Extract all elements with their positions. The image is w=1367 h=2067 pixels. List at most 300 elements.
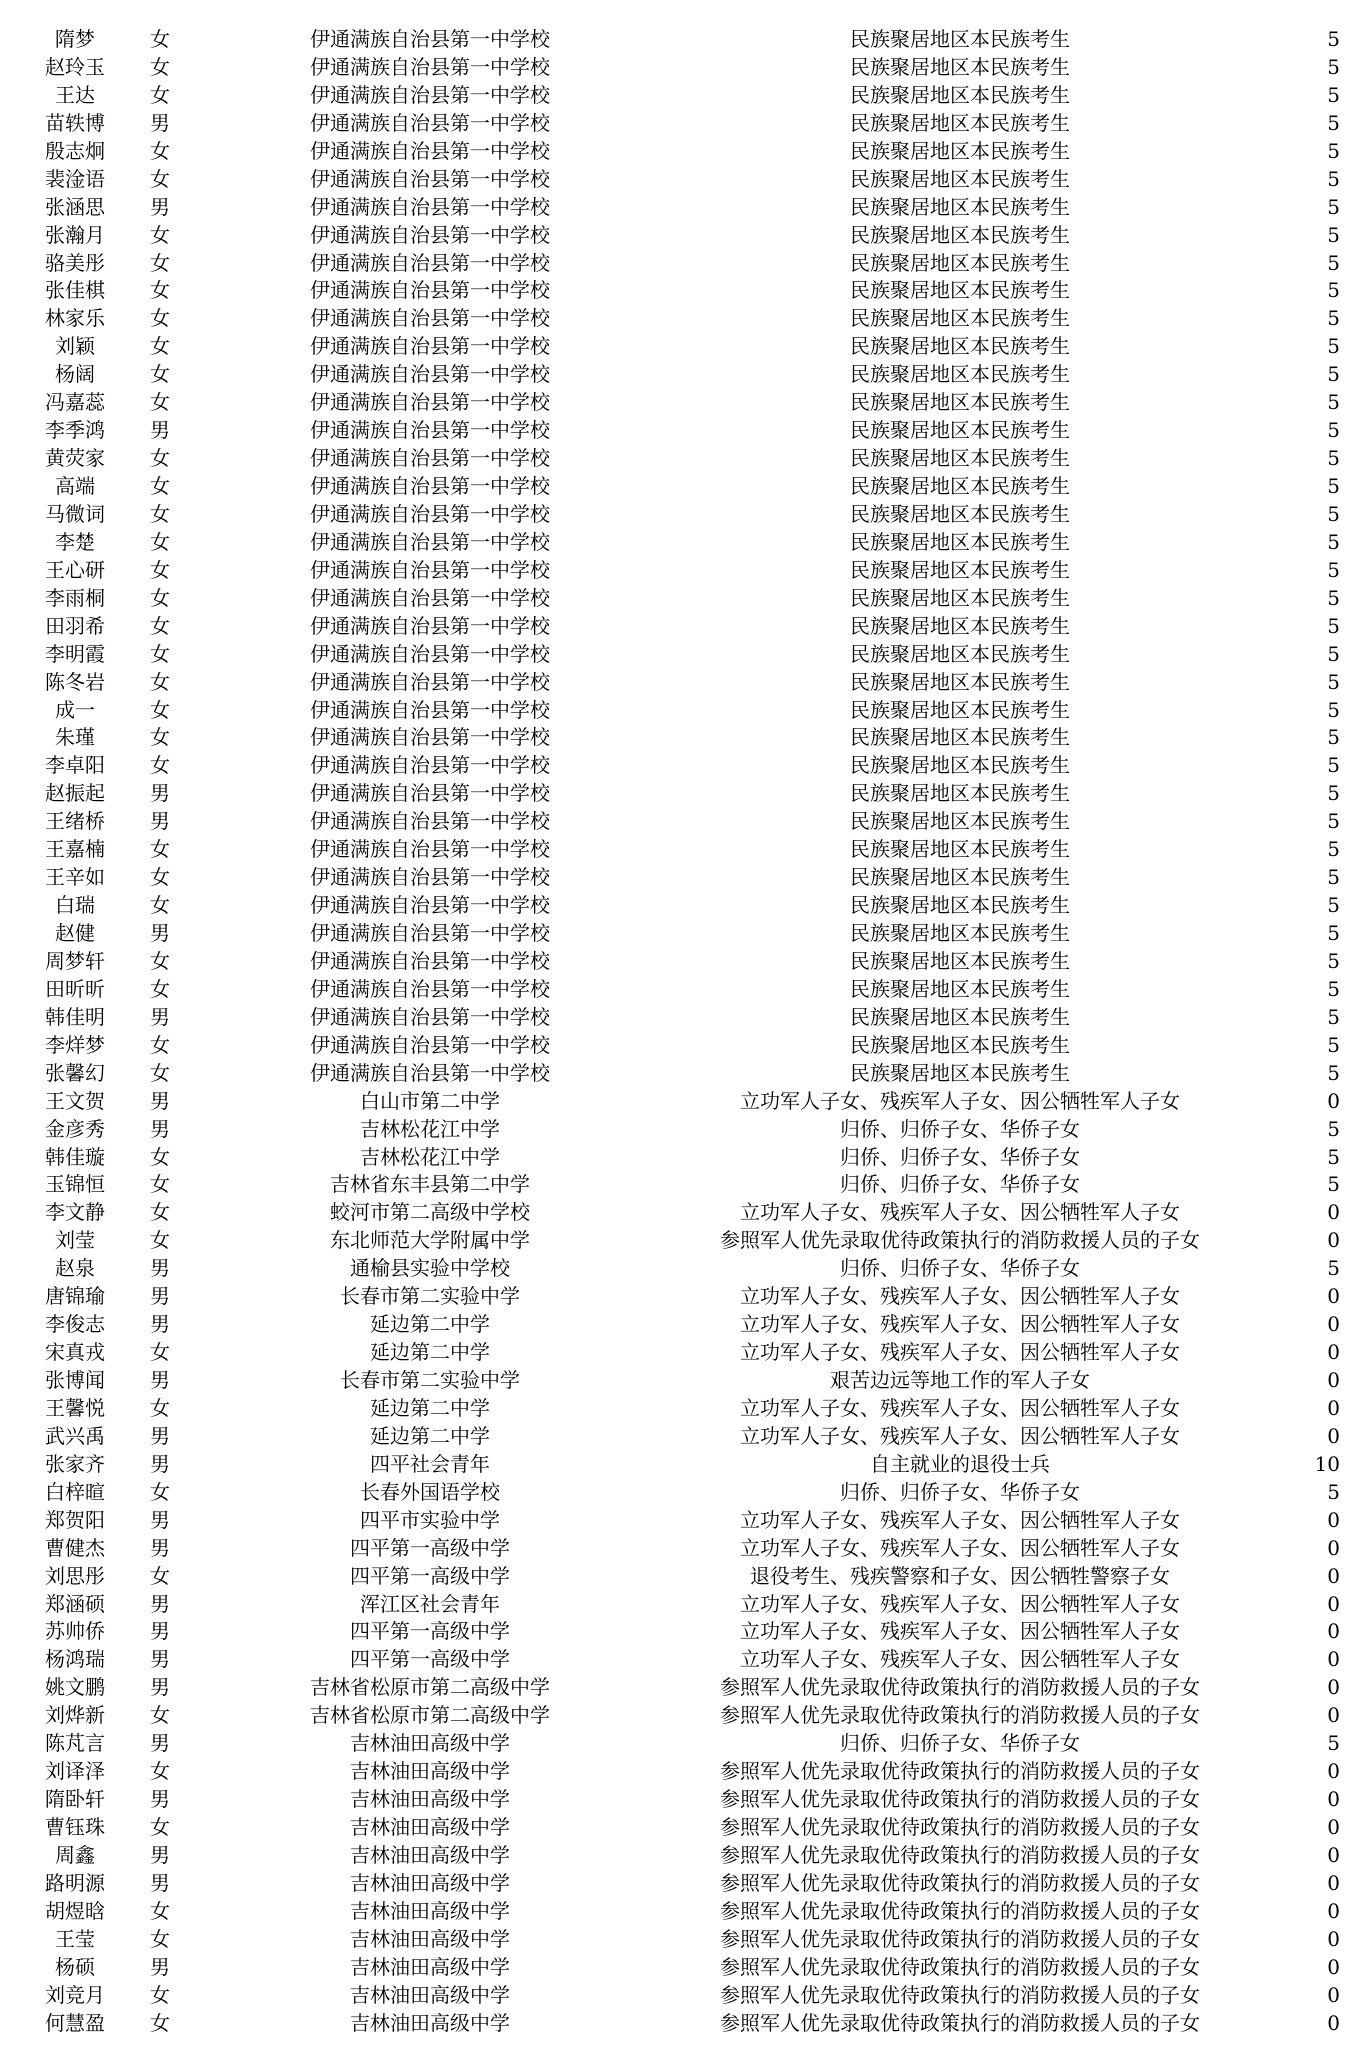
bonus-points: 0: [1327, 1787, 1340, 1812]
bonus-category: 参照军人优先录取优待政策执行的消防救援人员的子女: [720, 1703, 1200, 1728]
table-row: [0, 1674, 1367, 1702]
bonus-points: 0: [1327, 1675, 1340, 1700]
school-name: 延边第二中学: [370, 1423, 490, 1448]
bonus-points: 5: [1327, 809, 1340, 834]
school-name: 伊通满族自治县第一中学校: [310, 697, 550, 722]
school-name: 伊通满族自治县第一中学校: [310, 613, 550, 638]
bonus-points: 5: [1327, 334, 1340, 359]
table-row: [0, 26, 1367, 54]
table-row: [0, 82, 1367, 110]
bonus-points: 5: [1327, 446, 1340, 471]
table-row: [0, 1814, 1367, 1842]
bonus-category: 参照军人优先录取优待政策执行的消防救援人员的子女: [720, 1815, 1200, 1839]
student-name: 刘颖: [55, 334, 95, 359]
student-name: 李季鸿: [45, 418, 105, 443]
school-name: 伊通满族自治县第一中学校: [310, 1032, 550, 1057]
bonus-points: 0: [1327, 1759, 1340, 1784]
bonus-category: 参照军人优先录取优待政策执行的消防救援人员的子女: [720, 1926, 1200, 1951]
table-row: [0, 222, 1367, 250]
gender: 男: [150, 110, 170, 135]
bonus-category: 民族聚居地区本民族考生: [850, 54, 1070, 79]
bonus-points: 5: [1327, 921, 1340, 945]
bonus-category: 民族聚居地区本民族考生: [850, 641, 1070, 666]
student-name: 冯嘉蕊: [45, 390, 105, 415]
student-name: 殷志炯: [45, 138, 105, 163]
gender: 女: [150, 948, 170, 973]
table-row: [0, 1926, 1367, 1954]
student-name: 刘烨新: [45, 1703, 105, 1728]
table-row: [0, 305, 1367, 333]
gender: 男: [150, 1116, 170, 1141]
bonus-category: 归侨、归侨子女、华侨子女: [840, 1172, 1080, 1197]
table-row: [0, 138, 1367, 166]
table-row: [0, 864, 1367, 892]
bonus-points: 5: [1327, 54, 1340, 79]
table-row: [0, 1758, 1367, 1786]
student-name: 王绪桥: [45, 809, 105, 834]
table-row: [0, 1618, 1367, 1646]
bonus-points: 5: [1327, 557, 1340, 582]
bonus-points: 0: [1327, 1284, 1340, 1309]
bonus-category: 民族聚居地区本民族考生: [850, 669, 1070, 694]
bonus-category: 民族聚居地区本民族考生: [850, 250, 1070, 275]
bonus-points: 0: [1327, 1535, 1340, 1560]
gender: 男: [150, 1423, 170, 1448]
student-name: 白梓暄: [45, 1479, 105, 1504]
student-name: 刘竞月: [45, 1982, 105, 2007]
table-row: [0, 1954, 1367, 1982]
gender: 男: [150, 1088, 170, 1113]
student-name: 骆美彤: [45, 250, 105, 275]
bonus-points: 0: [1327, 1228, 1340, 1253]
table-row: [0, 1088, 1367, 1116]
bonus-points: 5: [1327, 138, 1340, 163]
school-name: 伊通满族自治县第一中学校: [310, 921, 550, 945]
gender: 男: [150, 1451, 170, 1476]
school-name: 伊通满族自治县第一中学校: [310, 753, 550, 778]
school-name: 伊通满族自治县第一中学校: [310, 781, 550, 806]
student-name: 张涵思: [45, 194, 105, 219]
bonus-category: 自主就业的退役士兵: [870, 1451, 1050, 1476]
bonus-points: 5: [1327, 529, 1340, 554]
bonus-category: 立功军人子女、残疾军人子女、因公牺牲军人子女: [740, 1200, 1180, 1225]
gender: 女: [150, 1563, 170, 1588]
school-name: 长春市第二实验中学: [340, 1368, 520, 1392]
bonus-points: 5: [1327, 1032, 1340, 1057]
gender: 女: [150, 1340, 170, 1365]
bonus-category: 立功军人子女、残疾军人子女、因公牺牲军人子女: [740, 1340, 1180, 1365]
bonus-category: 民族聚居地区本民族考生: [850, 865, 1070, 890]
gender: 女: [150, 54, 170, 79]
school-name: 浑江区社会青年: [360, 1591, 500, 1616]
bonus-category: 归侨、归侨子女、华侨子女: [840, 1256, 1080, 1281]
bonus-points: 5: [1327, 1004, 1340, 1029]
table-row: [0, 669, 1367, 697]
bonus-category: 民族聚居地区本民族考生: [850, 1060, 1070, 1085]
student-name: 成一: [55, 697, 95, 722]
table-row: [0, 1591, 1367, 1619]
bonus-category: 立功军人子女、残疾军人子女、因公牺牲军人子女: [740, 1591, 1180, 1616]
bonus-points: 0: [1327, 1088, 1340, 1113]
school-name: 吉林省东丰县第二中学: [330, 1172, 530, 1197]
table-row: [0, 333, 1367, 361]
school-name: 伊通满族自治县第一中学校: [310, 1004, 550, 1029]
bonus-points: 0: [1327, 1954, 1340, 1979]
bonus-points: 5: [1327, 1144, 1340, 1169]
table-row: [0, 250, 1367, 278]
school-name: 伊通满族自治县第一中学校: [310, 809, 550, 834]
bonus-category: 民族聚居地区本民族考生: [850, 446, 1070, 471]
student-name: 高端: [55, 474, 95, 498]
table-row: [0, 1283, 1367, 1311]
gender: 女: [150, 1898, 170, 1923]
school-name: 吉林油田高级中学: [350, 1954, 510, 1979]
school-name: 伊通满族自治县第一中学校: [310, 557, 550, 582]
school-name: 伊通满族自治县第一中学校: [310, 278, 550, 303]
school-name: 吉林油田高级中学: [350, 1898, 510, 1923]
school-name: 延边第二中学: [370, 1340, 490, 1365]
bonus-category: 民族聚居地区本民族考生: [850, 557, 1070, 582]
bonus-category: 民族聚居地区本民族考生: [850, 697, 1070, 722]
gender: 女: [150, 27, 170, 51]
gender: 女: [150, 250, 170, 275]
student-name: 金彦秀: [45, 1116, 105, 1141]
student-name: 李文静: [45, 1200, 105, 1225]
school-name: 四平第一高级中学: [350, 1563, 510, 1588]
school-name: 延边第二中学: [370, 1312, 490, 1337]
student-name: 曹健杰: [45, 1535, 105, 1560]
school-name: 伊通满族自治县第一中学校: [310, 529, 550, 554]
bonus-points: 0: [1327, 1982, 1340, 2007]
table-row: [0, 1116, 1367, 1144]
bonus-category: 民族聚居地区本民族考生: [850, 474, 1070, 498]
student-name: 韩佳明: [45, 1004, 105, 1029]
bonus-points: 5: [1327, 781, 1340, 806]
gender: 男: [150, 809, 170, 834]
bonus-points: 5: [1327, 613, 1340, 638]
table-row: [0, 361, 1367, 389]
gender: 男: [150, 1256, 170, 1281]
gender: 女: [150, 697, 170, 722]
gender: 女: [150, 753, 170, 778]
student-name: 郑贺阳: [45, 1507, 105, 1532]
gender: 男: [150, 1870, 170, 1895]
bonus-points: 0: [1327, 1563, 1340, 1588]
table-row: [0, 1367, 1367, 1395]
school-name: 伊通满族自治县第一中学校: [310, 474, 550, 498]
bonus-category: 民族聚居地区本民族考生: [850, 1004, 1070, 1029]
table-row: [0, 1171, 1367, 1199]
bonus-points: 0: [1327, 1703, 1340, 1728]
student-name: 杨硕: [55, 1954, 95, 1979]
school-name: 吉林油田高级中学: [350, 1815, 510, 1839]
gender: 女: [150, 1703, 170, 1728]
student-name: 周梦轩: [45, 948, 105, 973]
school-name: 延边第二中学: [370, 1395, 490, 1420]
school-name: 伊通满族自治县第一中学校: [310, 222, 550, 247]
gender: 男: [150, 1731, 170, 1756]
bonus-points: 5: [1327, 110, 1340, 135]
table-row: [0, 1339, 1367, 1367]
school-name: 四平第一高级中学: [350, 1619, 510, 1644]
student-name: 林家乐: [45, 306, 105, 331]
bonus-category: 立功军人子女、残疾军人子女、因公牺牲军人子女: [740, 1284, 1180, 1309]
bonus-category: 归侨、归侨子女、华侨子女: [840, 1731, 1080, 1756]
table-row: [0, 780, 1367, 808]
school-name: 四平第一高级中学: [350, 1647, 510, 1672]
school-name: 伊通满族自治县第一中学校: [310, 976, 550, 1001]
table-row: [0, 585, 1367, 613]
student-name: 陈冬岩: [45, 669, 105, 694]
bonus-points-table: [0, 26, 1367, 2038]
school-name: 四平第一高级中学: [350, 1535, 510, 1560]
table-row: [0, 1004, 1367, 1032]
gender: 女: [150, 82, 170, 107]
table-row: [0, 501, 1367, 529]
gender: 女: [150, 390, 170, 415]
gender: 女: [150, 893, 170, 918]
table-row: [0, 697, 1367, 725]
table-row: [0, 54, 1367, 82]
student-name: 周鑫: [55, 1842, 95, 1867]
bonus-category: 民族聚居地区本民族考生: [850, 390, 1070, 415]
school-name: 伊通满族自治县第一中学校: [310, 585, 550, 610]
bonus-points: 5: [1327, 222, 1340, 247]
student-name: 郑涵硕: [45, 1591, 105, 1616]
bonus-points: 0: [1327, 1423, 1340, 1448]
school-name: 伊通满族自治县第一中学校: [310, 54, 550, 79]
bonus-category: 归侨、归侨子女、华侨子女: [840, 1116, 1080, 1141]
table-row: [0, 976, 1367, 1004]
school-name: 伊通满族自治县第一中学校: [310, 27, 550, 51]
school-name: 长春市第二实验中学: [340, 1284, 520, 1309]
bonus-category: 民族聚居地区本民族考生: [850, 166, 1070, 191]
table-row: [0, 1144, 1367, 1172]
gender: 女: [150, 529, 170, 554]
bonus-points: 5: [1327, 1060, 1340, 1085]
table-row: [0, 1311, 1367, 1339]
table-row: [0, 1479, 1367, 1507]
gender: 女: [150, 585, 170, 610]
student-name: 裴淦语: [45, 166, 105, 191]
student-name: 陈芃言: [45, 1731, 105, 1756]
gender: 女: [150, 278, 170, 303]
table-row: [0, 641, 1367, 669]
school-name: 伊通满族自治县第一中学校: [310, 1060, 550, 1085]
student-name: 张瀚月: [45, 222, 105, 247]
student-name: 隋卧轩: [45, 1787, 105, 1812]
bonus-category: 民族聚居地区本民族考生: [850, 976, 1070, 1001]
bonus-category: 民族聚居地区本民族考生: [850, 138, 1070, 163]
bonus-category: 参照军人优先录取优待政策执行的消防救援人员的子女: [720, 1787, 1200, 1812]
school-name: 伊通满族自治县第一中学校: [310, 446, 550, 471]
bonus-category: 立功军人子女、残疾军人子女、因公牺牲军人子女: [740, 1312, 1180, 1337]
bonus-points: 0: [1327, 1591, 1340, 1616]
gender: 男: [150, 1004, 170, 1029]
table-row: [0, 277, 1367, 305]
student-name: 马微词: [45, 501, 105, 526]
table-row: [0, 836, 1367, 864]
bonus-points: 5: [1327, 865, 1340, 890]
school-name: 伊通满族自治县第一中学校: [310, 669, 550, 694]
school-name: 四平社会青年: [370, 1451, 490, 1476]
gender: 女: [150, 557, 170, 582]
bonus-category: 立功军人子女、残疾军人子女、因公牺牲军人子女: [740, 1647, 1180, 1672]
gender: 女: [150, 1395, 170, 1420]
bonus-category: 民族聚居地区本民族考生: [850, 501, 1070, 526]
school-name: 伊通满族自治县第一中学校: [310, 725, 550, 750]
bonus-category: 艰苦边远等地工作的军人子女: [830, 1368, 1090, 1392]
gender: 女: [150, 2010, 170, 2035]
bonus-points: 5: [1327, 166, 1340, 191]
table-row: [0, 1563, 1367, 1591]
school-name: 伊通满族自治县第一中学校: [310, 306, 550, 331]
bonus-category: 民族聚居地区本民族考生: [850, 893, 1070, 918]
school-name: 伊通满族自治县第一中学校: [310, 138, 550, 163]
school-name: 伊通满族自治县第一中学校: [310, 82, 550, 107]
school-name: 四平市实验中学: [360, 1507, 500, 1532]
school-name: 吉林松花江中学: [360, 1144, 500, 1169]
student-name: 杨鸿瑞: [45, 1647, 105, 1672]
gender: 女: [150, 837, 170, 862]
bonus-category: 参照军人优先录取优待政策执行的消防救援人员的子女: [720, 1842, 1200, 1867]
student-name: 韩佳璇: [45, 1144, 105, 1169]
bonus-points: 0: [1327, 2010, 1340, 2035]
student-name: 苏帅侨: [45, 1619, 105, 1644]
student-name: 赵振起: [45, 781, 105, 806]
bonus-category: 参照军人优先录取优待政策执行的消防救援人员的子女: [720, 1759, 1200, 1784]
bonus-category: 民族聚居地区本民族考生: [850, 921, 1070, 945]
school-name: 伊通满族自治县第一中学校: [310, 362, 550, 387]
gender: 男: [150, 921, 170, 945]
bonus-category: 立功军人子女、残疾军人子女、因公牺牲军人子女: [740, 1423, 1180, 1448]
school-name: 伊通满族自治县第一中学校: [310, 194, 550, 219]
bonus-points: 0: [1327, 1619, 1340, 1644]
gender: 男: [150, 1647, 170, 1672]
bonus-points: 5: [1327, 697, 1340, 722]
bonus-category: 民族聚居地区本民族考生: [850, 753, 1070, 778]
bonus-points: 0: [1327, 1340, 1340, 1365]
student-name: 张家齐: [45, 1451, 105, 1476]
student-name: 隋梦: [55, 27, 95, 51]
bonus-points: 0: [1327, 1842, 1340, 1867]
bonus-points: 0: [1327, 1815, 1340, 1839]
bonus-category: 参照军人优先录取优待政策执行的消防救援人员的子女: [720, 1870, 1200, 1895]
bonus-points: 5: [1327, 418, 1340, 443]
table-row: [0, 1982, 1367, 2010]
gender: 男: [150, 1619, 170, 1644]
gender: 男: [150, 1535, 170, 1560]
bonus-category: 民族聚居地区本民族考生: [850, 809, 1070, 834]
student-name: 朱瑾: [55, 725, 95, 750]
bonus-points: 5: [1327, 250, 1340, 275]
gender: 女: [150, 669, 170, 694]
bonus-category: 民族聚居地区本民族考生: [850, 27, 1070, 51]
bonus-category: 参照军人优先录取优待政策执行的消防救援人员的子女: [720, 1982, 1200, 2007]
student-name: 王馨悦: [45, 1395, 105, 1420]
table-row: [0, 1842, 1367, 1870]
student-name: 玉锦恒: [45, 1172, 105, 1197]
gender: 女: [150, 334, 170, 359]
gender: 男: [150, 418, 170, 443]
table-row: [0, 613, 1367, 641]
bonus-points: 5: [1327, 82, 1340, 107]
bonus-points: 0: [1327, 1898, 1340, 1923]
table-row: [0, 1786, 1367, 1814]
student-name: 李楚: [55, 529, 95, 554]
school-name: 蛟河市第二高级中学校: [330, 1200, 530, 1225]
table-row: [0, 194, 1367, 222]
bonus-points: 5: [1327, 390, 1340, 415]
gender: 女: [150, 1032, 170, 1057]
student-name: 王心研: [45, 557, 105, 582]
bonus-points: 5: [1327, 27, 1340, 51]
gender: 男: [150, 1312, 170, 1337]
gender: 女: [150, 1144, 170, 1169]
student-name: 苗轶博: [45, 110, 105, 135]
school-name: 伊通满族自治县第一中学校: [310, 390, 550, 415]
student-name: 李卓阳: [45, 753, 105, 778]
bonus-category: 参照军人优先录取优待政策执行的消防救援人员的子女: [720, 1954, 1200, 1979]
school-name: 伊通满族自治县第一中学校: [310, 948, 550, 973]
gender: 女: [150, 865, 170, 890]
bonus-points: 0: [1327, 1312, 1340, 1337]
student-name: 刘思彤: [45, 1563, 105, 1588]
bonus-category: 民族聚居地区本民族考生: [850, 948, 1070, 973]
gender: 女: [150, 1060, 170, 1085]
school-name: 伊通满族自治县第一中学校: [310, 334, 550, 359]
school-name: 伊通满族自治县第一中学校: [310, 641, 550, 666]
table-row: [0, 1730, 1367, 1758]
school-name: 吉林油田高级中学: [350, 1926, 510, 1951]
table-row: [0, 1702, 1367, 1730]
bonus-points: 5: [1327, 1116, 1340, 1141]
bonus-points: 5: [1327, 585, 1340, 610]
bonus-points: 5: [1327, 306, 1340, 331]
gender: 女: [150, 641, 170, 666]
table-row: [0, 948, 1367, 976]
table-row: [0, 1255, 1367, 1283]
student-name: 赵泉: [55, 1256, 95, 1281]
bonus-points: 5: [1327, 474, 1340, 498]
school-name: 伊通满族自治县第一中学校: [310, 250, 550, 275]
bonus-points: 10: [1314, 1451, 1340, 1476]
bonus-category: 归侨、归侨子女、华侨子女: [840, 1479, 1080, 1504]
table-row: [0, 529, 1367, 557]
gender: 女: [150, 362, 170, 387]
bonus-category: 立功军人子女、残疾军人子女、因公牺牲军人子女: [740, 1535, 1180, 1560]
student-name: 李烊梦: [45, 1032, 105, 1057]
table-row: [0, 1060, 1367, 1088]
student-name: 李雨桐: [45, 585, 105, 610]
student-name: 王文贺: [45, 1088, 105, 1113]
bonus-category: 立功军人子女、残疾军人子女、因公牺牲军人子女: [740, 1088, 1180, 1113]
bonus-points: 5: [1327, 1256, 1340, 1281]
bonus-points: 0: [1327, 1507, 1340, 1532]
bonus-points: 0: [1327, 1200, 1340, 1225]
table-row: [0, 1227, 1367, 1255]
bonus-points: 0: [1327, 1395, 1340, 1420]
school-name: 伊通满族自治县第一中学校: [310, 418, 550, 443]
bonus-category: 退役考生、残疾警察和子女、因公牺牲警察子女: [750, 1563, 1170, 1588]
bonus-category: 民族聚居地区本民族考生: [850, 837, 1070, 862]
bonus-category: 归侨、归侨子女、华侨子女: [840, 1144, 1080, 1169]
school-name: 吉林油田高级中学: [350, 2010, 510, 2035]
school-name: 吉林油田高级中学: [350, 1787, 510, 1812]
bonus-category: 立功军人子女、残疾军人子女、因公牺牲军人子女: [740, 1395, 1180, 1420]
student-name: 姚文鹏: [45, 1675, 105, 1700]
student-name: 路明源: [45, 1870, 105, 1895]
